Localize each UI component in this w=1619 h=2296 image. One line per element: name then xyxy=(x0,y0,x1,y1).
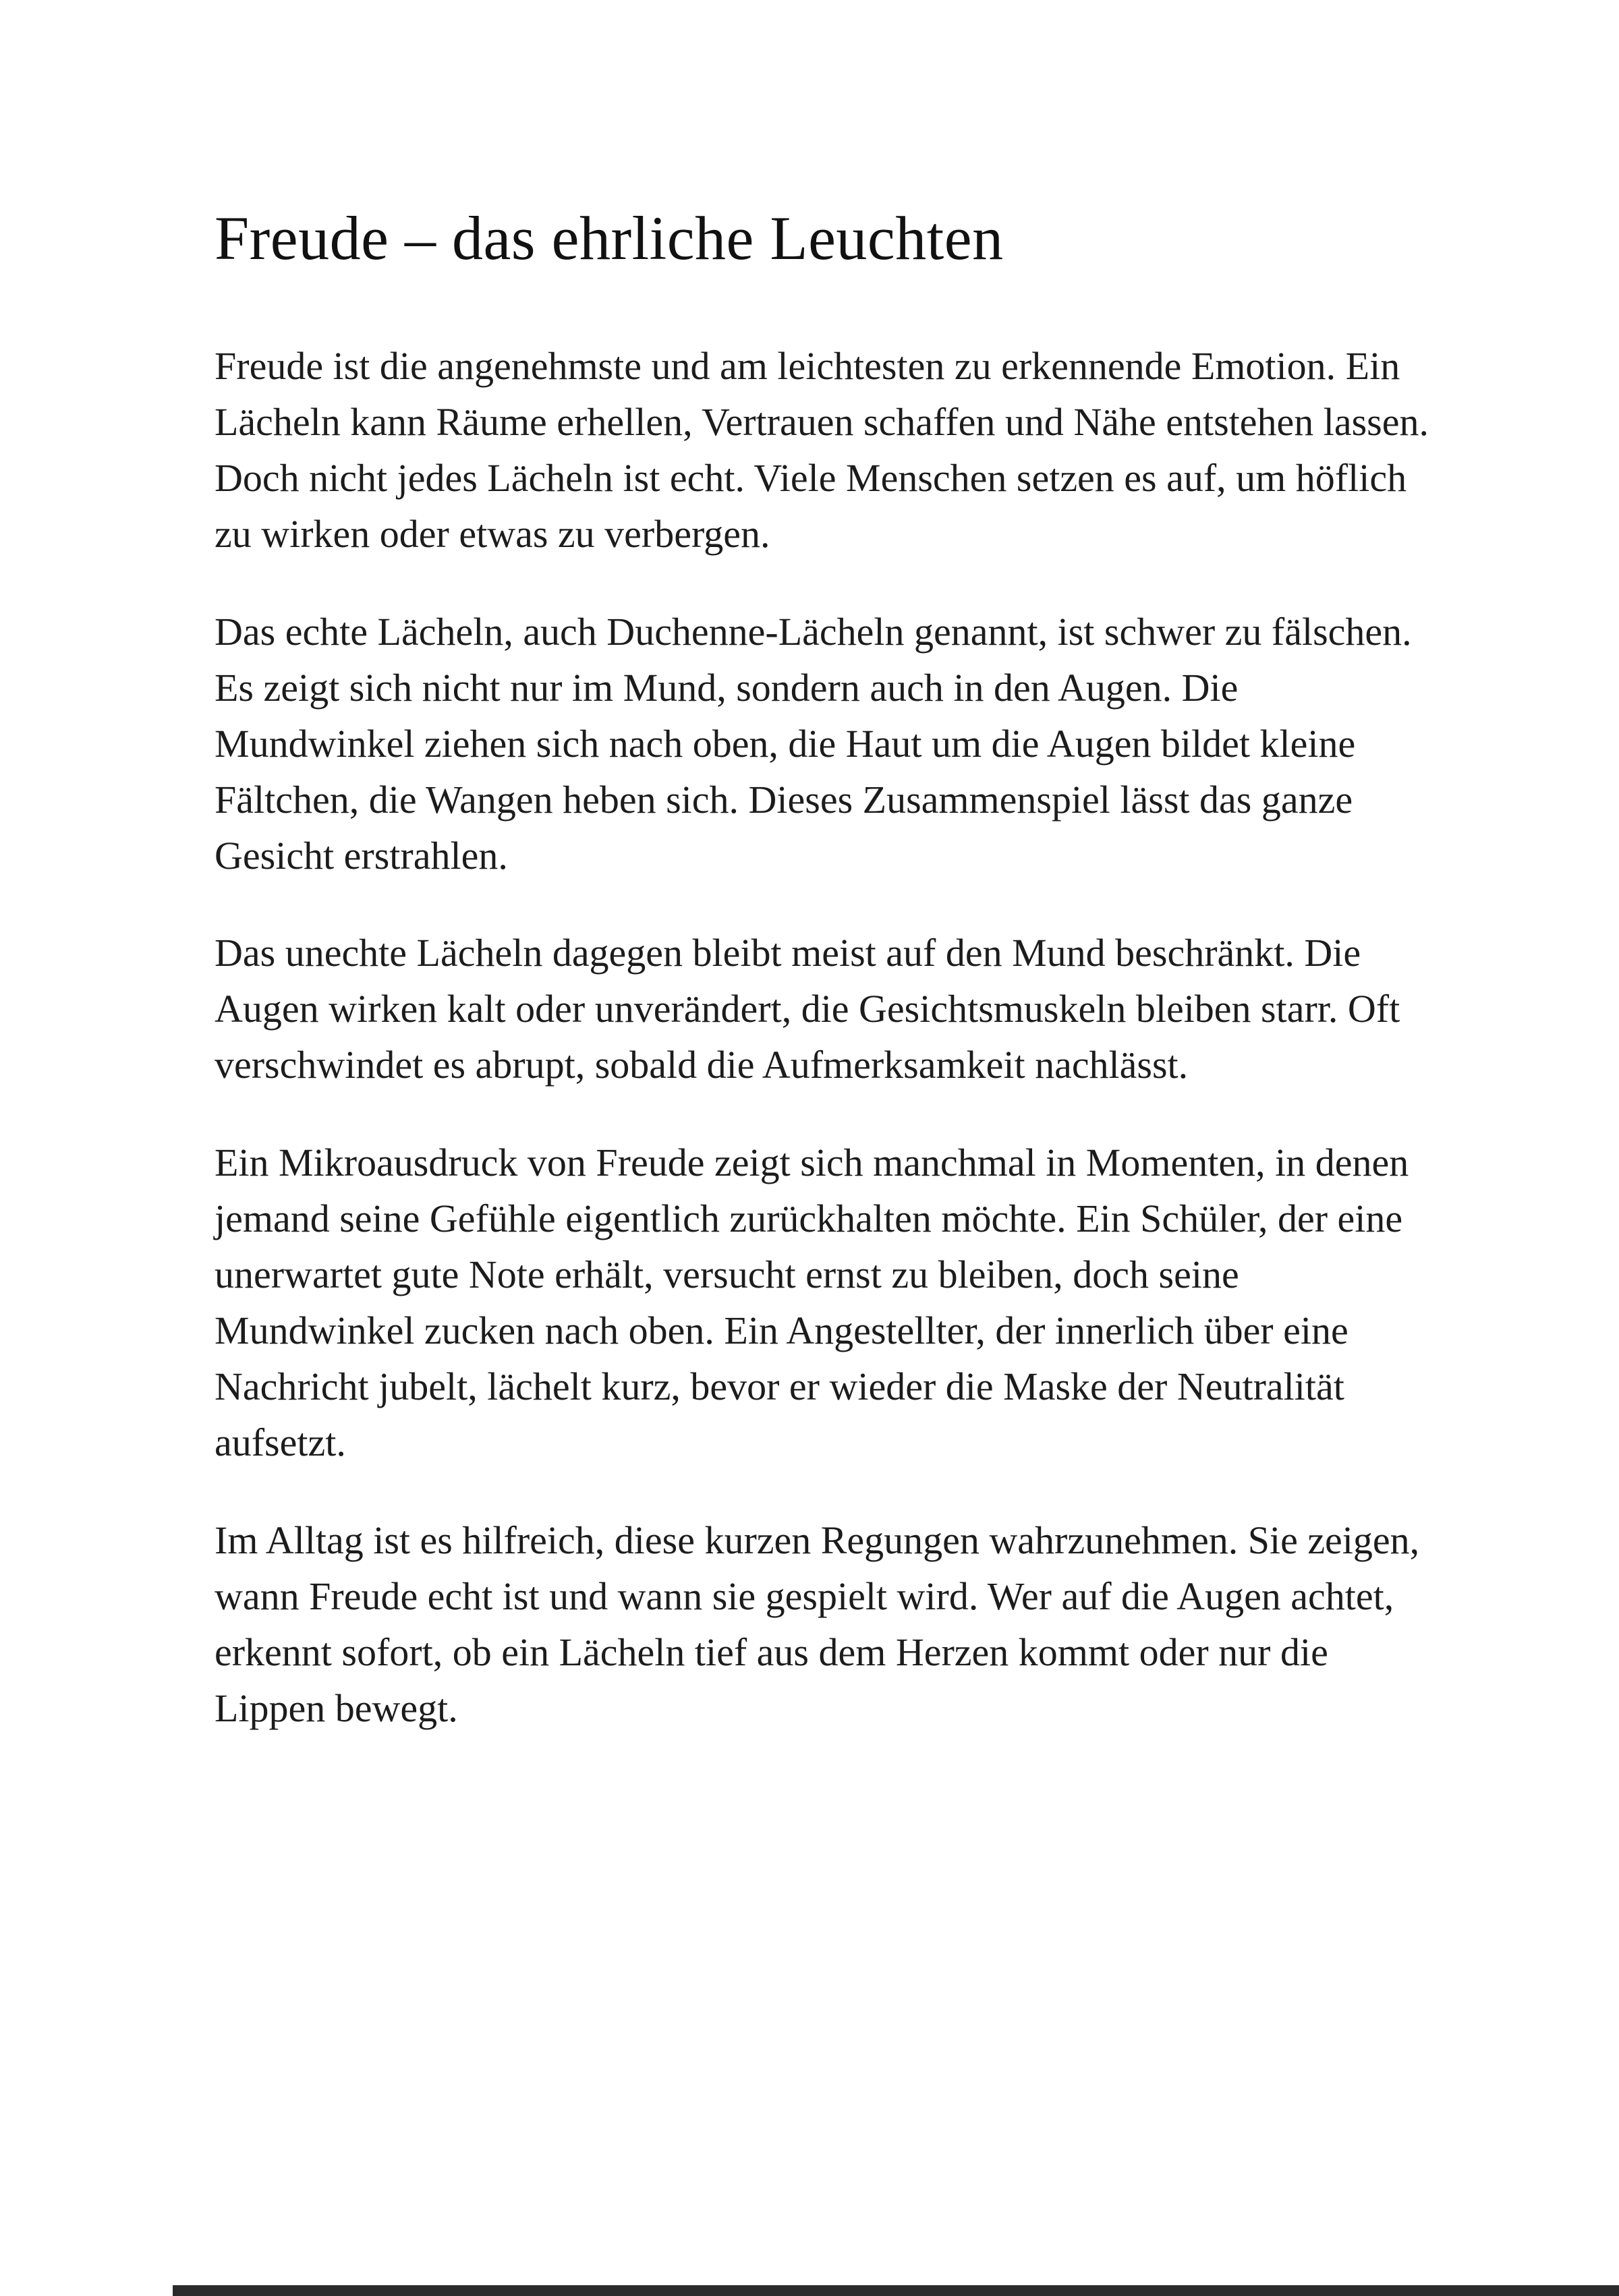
paragraph: Das echte Lächeln, auch Duchenne-Lächeln genannt, ist schwer zu fälschen. Es zeigt sich nicht nur im Mund, sondern auch in den Augen. Die Mundwinkel ziehen sich nach oben, die Haut um die Augen bildet kleine Fältchen, die Wangen heben sich. Dieses Zusammenspiel lässt das ganze Gesicht erstrahlen. xyxy=(215,609,1412,878)
paragraph: Freude ist die angenehmste und am leichtesten zu erkennende Emotion. Ein Lächeln kann Räume erhellen, Vertrauen schaffen und Nähe entstehen lassen. Doch nicht jedes Lächeln ist echt. Viele Menschen setzen es auf, um höflich zu wirken oder etwas zu verbergen. xyxy=(215,344,1429,556)
paragraph: Im Alltag ist es hilfreich, diese kurzen Regungen wahrzunehmen. Sie zeigen, wann Freude echt ist und wann sie gespielt wird. Wer auf die Augen achtet, erkennt sofort, ob ein Lächeln tief aus dem Herzen kommt oder nur die Lippen bewegt. xyxy=(215,1518,1420,1730)
document-content xyxy=(215,202,1429,1779)
page-title: Freude – das ehrliche Leuchten xyxy=(215,204,1004,272)
paragraph: Ein Mikroausdruck von Freude zeigt sich manchmal in Momenten, in denen jemand seine Gefühle eigentlich zurückhalten möchte. Ein Schüler, der eine unerwartet gute Note erhält, versucht ernst zu bleiben, doch seine Mundwinkel zucken nach oben. Ein Angestellter, der innerlich über eine Nachricht jubelt, lächelt kurz, bevor er wieder die Maske der Neutralität aufsetzt. xyxy=(215,1141,1409,1464)
bottom-edge-bar xyxy=(173,2285,1619,2296)
paragraph: Das unechte Lächeln dagegen bleibt meist auf den Mund beschränkt. Die Augen wirken kalt oder unverändert, die Gesichtsmuskeln bleiben starr. Oft verschwindet es abrupt, sobald die Aufmerksamkeit nachlässt. xyxy=(215,931,1400,1087)
